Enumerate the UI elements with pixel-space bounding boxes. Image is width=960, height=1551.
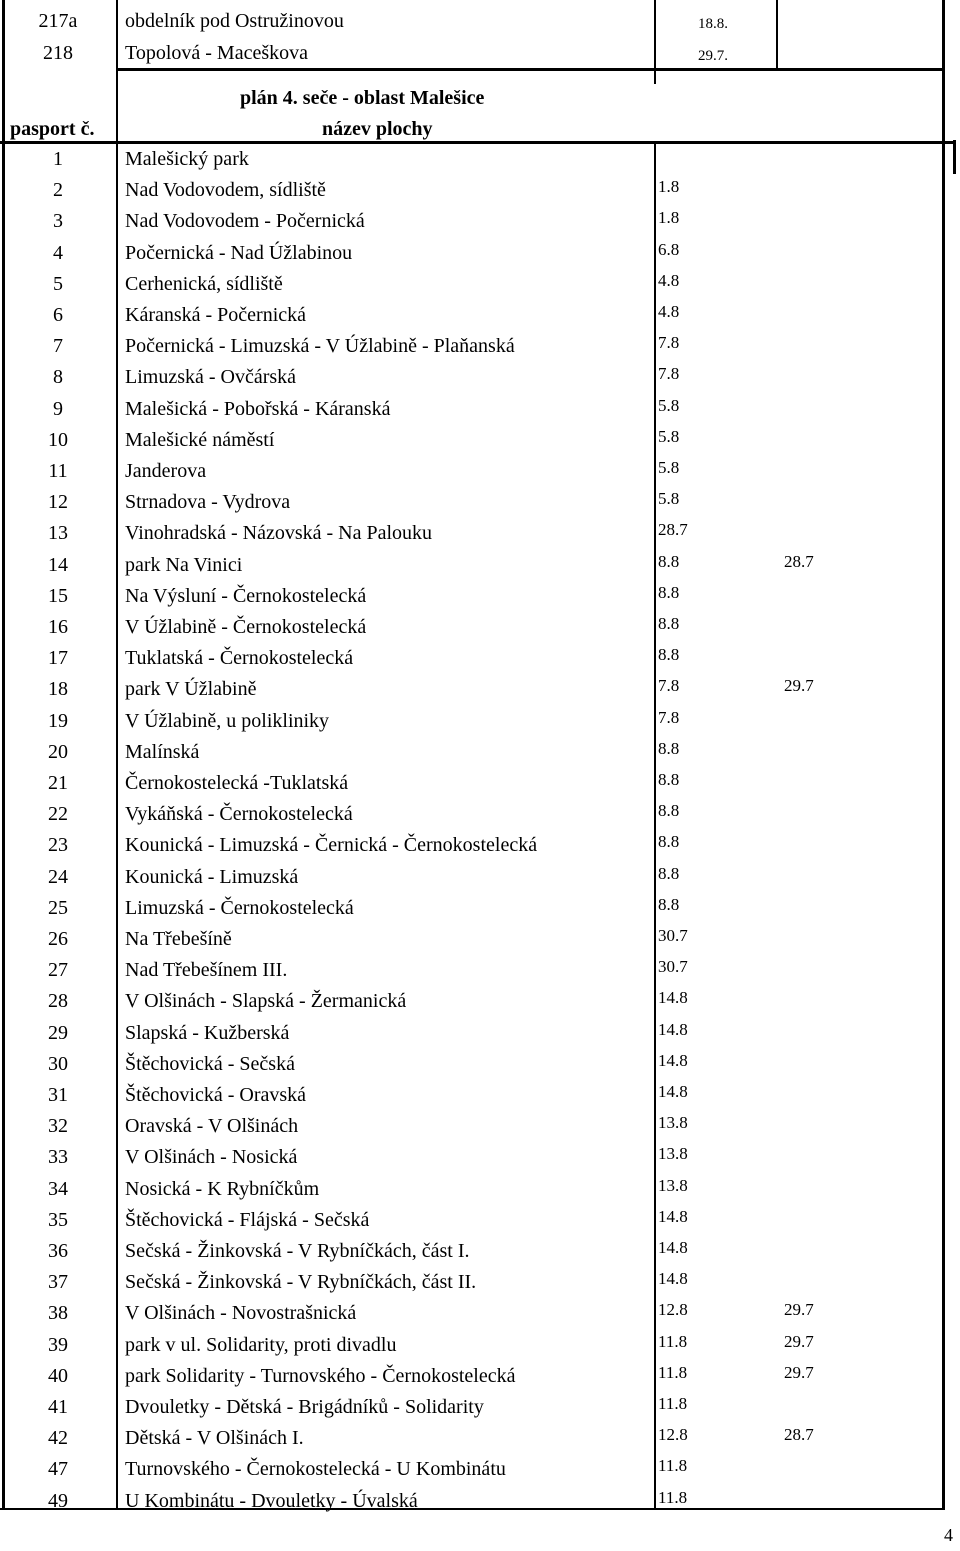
table-row	[0, 1486, 960, 1517]
area-name: Počernická - Limuzská - V Úžlabině - Plaňanská	[125, 335, 515, 358]
mowing-date: 8.8	[658, 738, 680, 758]
pasport-number: 8	[53, 366, 63, 389]
mowing-date: 8.8	[658, 770, 680, 789]
pasport-number: 21	[48, 772, 68, 794]
table-row	[0, 487, 960, 518]
table-row	[0, 893, 960, 924]
area-name: Vinohradská - Názovská - Na Palouku	[125, 522, 433, 545]
area-name: V Olšinách - Slapská - Žermanická	[125, 990, 407, 1013]
pasport-number: 16	[48, 616, 68, 638]
mowing-date: 5.8	[658, 458, 680, 477]
pasport-number: 19	[48, 709, 68, 732]
table-row	[0, 1454, 960, 1485]
mowing-date: 8.8	[658, 582, 680, 602]
pasport-number: 41	[48, 1396, 68, 1418]
pasport-number: 28	[48, 990, 68, 1013]
table-row	[0, 238, 960, 269]
table-row	[0, 456, 960, 487]
pasport-number: 36	[48, 1240, 68, 1262]
pasport-number: 17	[48, 647, 68, 670]
mowing-date: 8.8	[658, 614, 680, 633]
mowing-date-secondary: 29.7	[784, 1300, 814, 1320]
area-name: U Kombinátu - Dvouletky - Úvalská	[125, 1489, 418, 1512]
table-row	[0, 1049, 960, 1080]
mowing-date: 4.8	[658, 302, 680, 321]
mowing-date: 8.8	[658, 894, 680, 914]
mowing-date-secondary: 29.7	[784, 1331, 814, 1351]
area-name: Štěchovická - Flájská - Sečská	[125, 1208, 370, 1231]
pasport-number: 37	[48, 1271, 68, 1294]
pasport-number: 15	[48, 584, 68, 607]
table-row	[0, 518, 960, 549]
area-name: Limuzská - Ovčárská	[125, 366, 297, 389]
area-name: park V Úžlabině	[125, 678, 257, 701]
area-name: Strnadova - Vydrova	[125, 491, 291, 514]
pasport-number: 1	[53, 148, 63, 170]
pasport-number: 217a	[38, 10, 78, 32]
table-row	[0, 1018, 960, 1049]
mowing-date: 7.8	[658, 364, 680, 384]
pasport-number: 39	[48, 1333, 68, 1356]
pasport-number: 5	[53, 272, 63, 295]
pasport-number: 10	[48, 428, 68, 451]
table-row	[0, 550, 960, 581]
area-name: Tuklatská - Černokostelecká	[125, 647, 354, 670]
page-number: 4	[944, 1525, 953, 1545]
table-row	[0, 144, 960, 175]
table-row	[0, 1298, 960, 1329]
area-name: Malešické náměstí	[125, 428, 275, 451]
area-name: Malínská	[125, 740, 200, 763]
pasport-number: 25	[48, 896, 68, 919]
table-row	[0, 425, 960, 456]
mowing-date: 14.8	[658, 988, 688, 1008]
pasport-number: 49	[48, 1489, 68, 1512]
mowing-date: 6.8	[658, 239, 680, 259]
pasport-number: 40	[48, 1364, 68, 1387]
table-row	[0, 799, 960, 830]
mowing-date: 30.7	[658, 957, 688, 977]
mowing-date: 18.8.	[698, 16, 728, 32]
area-name: Sečská - Žinkovská - V Rybníčkách, část I.	[125, 1240, 470, 1262]
table-row	[0, 924, 960, 955]
mowing-date: 14.8	[658, 1206, 688, 1226]
area-name: Limuzská - Černokostelecká	[125, 896, 354, 919]
area-name: Káranská - Počernická	[125, 304, 307, 326]
pasport-number: 35	[48, 1208, 68, 1231]
column-header-pasport: pasport č.	[10, 118, 95, 140]
mowing-date: 12.8	[658, 1425, 688, 1445]
table-row	[0, 1267, 960, 1298]
pasport-number: 27	[48, 959, 68, 982]
area-name: Černokostelecká -Tuklatská	[125, 772, 349, 794]
area-name: V Úžlabině, u polikliniky	[125, 709, 330, 732]
area-name: Nad Třebešínem III.	[125, 959, 288, 982]
table-row	[0, 706, 960, 737]
mowing-date: 11.8	[658, 1394, 688, 1413]
mowing-date: 13.8	[658, 1144, 688, 1164]
table-row	[0, 674, 960, 705]
table-row	[0, 768, 960, 799]
mowing-date: 7.8	[658, 333, 680, 353]
pasport-number: 33	[48, 1146, 68, 1169]
mowing-date: 8.8	[658, 551, 680, 571]
table-row	[0, 737, 960, 768]
area-name: Dvouletky - Dětská - Brigádníků - Solidarity	[125, 1396, 484, 1418]
mowing-date: 1.8	[658, 208, 680, 228]
table-row	[0, 1236, 960, 1267]
pasport-number: 3	[53, 210, 63, 233]
area-name: Turnovského - Černokostelecká - U Kombinátu	[125, 1458, 506, 1481]
mowing-date: 7.8	[658, 707, 680, 727]
mowing-date: 5.8	[658, 489, 680, 509]
mowing-date: 13.8	[658, 1113, 688, 1133]
mowing-date: 11.8	[658, 1456, 688, 1476]
section-title: plán 4. seče - oblast Malešice	[240, 87, 485, 109]
mowing-date-secondary: 28.7	[784, 1425, 814, 1445]
table-row	[0, 362, 960, 393]
pasport-number: 12	[48, 491, 68, 514]
mowing-date: 7.8	[658, 676, 680, 696]
mowing-date: 8.8	[658, 801, 680, 821]
pasport-number: 47	[48, 1458, 68, 1481]
mowing-date: 14.8	[658, 1082, 688, 1101]
area-name: Štěchovická - Sečská	[125, 1052, 295, 1075]
area-name: park Solidarity - Turnovského - Černokostelecká	[125, 1364, 516, 1387]
area-name: Topolová - Maceškova	[125, 42, 308, 64]
mowing-date: 14.8	[658, 1019, 688, 1039]
table-row	[0, 1174, 960, 1205]
table-row	[0, 38, 960, 69]
pasport-number: 13	[48, 522, 68, 545]
table-row	[0, 1392, 960, 1423]
table-row	[0, 1330, 960, 1361]
table-row	[0, 1423, 960, 1454]
area-name: V Olšinách - Nosická	[125, 1146, 298, 1169]
pasport-number: 23	[48, 834, 68, 857]
pasport-number: 30	[48, 1052, 68, 1075]
area-name: Nad Vodovodem - Počernická	[125, 210, 365, 233]
table-row	[0, 643, 960, 674]
mowing-date: 12.8	[658, 1300, 688, 1320]
mowing-date: 1.8	[658, 177, 680, 197]
table-row	[0, 300, 960, 331]
table-row	[0, 1205, 960, 1236]
table-row	[0, 862, 960, 893]
mowing-date: 28.7	[658, 520, 688, 540]
pasport-number: 38	[48, 1302, 68, 1325]
area-name: Nad Vodovodem, sídliště	[125, 179, 326, 202]
table-row	[0, 986, 960, 1017]
table-row	[0, 175, 960, 206]
mowing-date: 11.8	[658, 1331, 688, 1351]
area-name: V Olšinách - Novostrašnická	[125, 1302, 357, 1325]
pasport-number: 14	[48, 553, 68, 576]
mowing-date: 30.7	[658, 926, 688, 945]
area-name: Oravská - V Olšinách	[125, 1115, 299, 1138]
area-name: park Na Vinici	[125, 553, 243, 576]
table-row	[0, 331, 960, 362]
pasport-number: 24	[48, 865, 68, 888]
mowing-date: 14.8	[658, 1269, 688, 1289]
area-name: Počernická - Nad Úžlabinou	[125, 241, 353, 264]
area-name: Slapská - Kužberská	[125, 1021, 290, 1044]
pasport-number: 31	[48, 1084, 68, 1106]
pasport-number: 11	[48, 460, 68, 482]
mowing-date: 4.8	[658, 270, 680, 290]
table-row	[0, 1142, 960, 1173]
area-name: Štěchovická - Oravská	[125, 1084, 307, 1106]
mowing-date: 29.7.	[698, 48, 728, 64]
mowing-date: 5.8	[658, 395, 680, 415]
pasport-number: 6	[53, 304, 63, 326]
area-name: obdelník pod Ostružinovou	[125, 10, 344, 32]
table-row	[0, 612, 960, 643]
pasport-number: 9	[53, 397, 63, 420]
table-row	[0, 269, 960, 300]
mowing-date: 11.8	[658, 1487, 688, 1507]
table-row	[0, 1361, 960, 1392]
area-name: park v ul. Solidarity, proti divadlu	[125, 1333, 397, 1356]
area-name: Kounická - Limuzská	[125, 865, 299, 888]
pasport-number: 7	[53, 335, 63, 358]
mowing-date-secondary: 29.7	[784, 676, 814, 696]
column-header-name: název plochy	[322, 118, 433, 140]
area-name: Cerhenická, sídliště	[125, 272, 283, 295]
table-row	[0, 394, 960, 425]
area-name: V Úžlabině - Černokostelecká	[125, 616, 367, 638]
mowing-date-secondary: 28.7	[784, 551, 814, 571]
area-name: Kounická - Limuzská - Černická - Černokostelecká	[125, 834, 538, 857]
mowing-date: 13.8	[658, 1175, 688, 1195]
pasport-number: 20	[48, 740, 68, 763]
table-row	[0, 6, 960, 37]
area-name: Nosická - K Rybníčkům	[125, 1177, 320, 1200]
pasport-number: 34	[48, 1177, 68, 1200]
pasport-number: 29	[48, 1021, 68, 1044]
table-row	[0, 1111, 960, 1142]
mowing-date-secondary: 29.7	[784, 1362, 814, 1382]
pasport-number: 42	[48, 1427, 68, 1450]
table-row	[0, 1080, 960, 1111]
mowing-date: 8.8	[658, 863, 680, 883]
table-row	[0, 955, 960, 986]
pasport-number: 32	[48, 1115, 68, 1138]
mowing-date: 5.8	[658, 426, 680, 446]
area-name: Vykáňská - Černokostelecká	[125, 803, 353, 826]
area-name: Malešická - Pobořská - Káranská	[125, 397, 391, 420]
mowing-date: 14.8	[658, 1050, 688, 1070]
area-name: Na Třebešíně	[125, 928, 232, 950]
table-row	[0, 830, 960, 861]
table-row	[0, 581, 960, 612]
area-name: Na Výsluní - Černokostelecká	[125, 584, 367, 607]
mowing-date: 14.8	[658, 1238, 688, 1257]
mowing-date: 11.8	[658, 1362, 688, 1382]
pasport-number: 4	[53, 241, 63, 264]
pasport-number: 18	[48, 678, 68, 701]
area-name: Sečská - Žinkovská - V Rybníčkách, část II.	[125, 1271, 477, 1294]
pasport-number: 22	[48, 803, 68, 826]
area-name: Malešický park	[125, 148, 249, 170]
area-name: Janderova	[125, 460, 207, 482]
pasport-number: 2	[53, 179, 63, 202]
area-name: Dětská - V Olšinách I.	[125, 1427, 304, 1450]
table-row	[0, 206, 960, 237]
pasport-number: 26	[48, 928, 68, 950]
mowing-date: 8.8	[658, 832, 680, 852]
mowing-date: 8.8	[658, 645, 680, 665]
pasport-number: 218	[43, 42, 73, 64]
